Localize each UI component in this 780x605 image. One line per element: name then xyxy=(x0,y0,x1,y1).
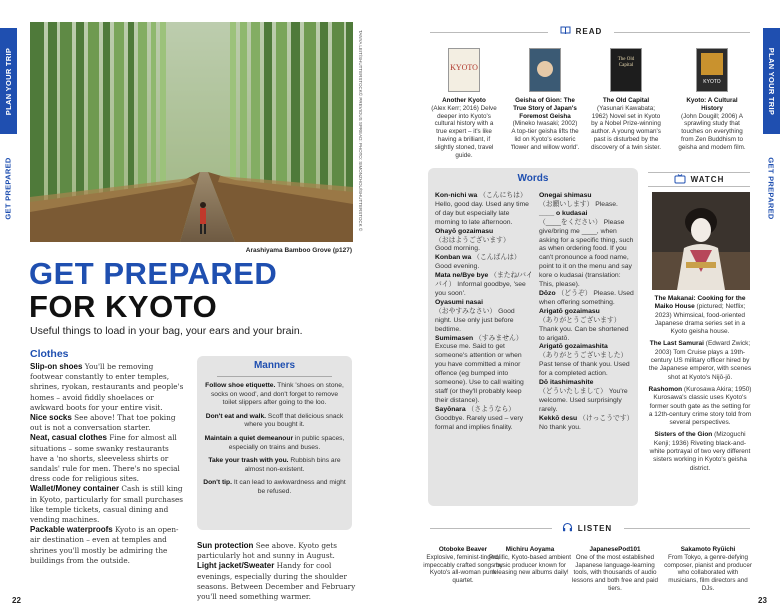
words-heading: Words xyxy=(517,173,549,184)
book-entry: Another Kyoto (Alex Kerr; 2016) Delve deeper into Kyoto's cultural history with a true expert – it's like having a brilliant, if slightly stoned, travel guide. xyxy=(431,97,497,159)
film-entry: Sisters of the Gion (Mizoguchi Kenji; 1936) Riveting black-and-white portrayal of two very different sisters working in Kyoto's geisha district. xyxy=(649,431,751,472)
page-number-right: 23 xyxy=(758,596,767,605)
book-entry: The Old Capital (Yasunari Kawabata; 1962) Novel set in Kyoto by a Nobel Prize-winning author. A young woman's past is disturbed by the discovery of a twin sister. xyxy=(591,97,661,151)
spine-plan-label: PLAN YOUR TRIP xyxy=(4,47,13,115)
manners-item: Take your trash with you. Rubbish bins are almost non-existent. xyxy=(208,457,341,473)
watch-header xyxy=(648,173,750,186)
listen-rule-right xyxy=(624,528,750,529)
page-subtitle: Useful things to load in your bag, your ears and your brain. xyxy=(30,325,303,337)
listen-rule-left xyxy=(430,528,552,529)
words-column-left xyxy=(435,192,533,432)
phrase-entry: Sayōnara （さようなら） Goodbye. Rarely used – very formal and implies finality. xyxy=(435,405,524,431)
manners-heading: Manners xyxy=(253,360,296,371)
manners-divider xyxy=(217,376,332,377)
phrase-entry: Onegai shimasu （お願いします） Please. xyxy=(539,192,618,208)
clothes-list-continued xyxy=(197,541,357,602)
music-entry: JapanesePod101 One of the most established Japanese language-learning tools, with thousands of audio lessons and both free and paid tiers. xyxy=(571,546,659,592)
phrase-entry: Oyasumi nasai （おやすみなさい） Good night. Use only just before bedtime. xyxy=(435,298,515,333)
watch-list xyxy=(648,295,752,477)
manners-item: Don't tip. It can lead to awkwardness and might be refused. xyxy=(203,479,346,495)
makanai-still-photo xyxy=(652,192,750,290)
phrase-entry: Sumimasen （すみません） Excuse me. Said to get someone's attention or when you have committed a minor offence (eg bumped into someone). Use to call waiting staff (or they'll probably keep their distance). xyxy=(435,334,524,404)
film-entry: The Makanai: Cooking for the Maiko House (pictured; Netflix; 2023) Whimsical, food-oriented Japanese drama series set in a Kyoto geisha house. xyxy=(654,295,746,336)
words-column-right xyxy=(539,192,635,432)
clothes-item: Light jacket/Sweater Handy for cool evenings, especially during the shoulder seasons. Between December and February you'll need something warmer. xyxy=(197,561,356,602)
clothes-item: Nice socks See above! That toe poking out is not a conversation starter. xyxy=(30,413,176,433)
read-heading: READ xyxy=(575,27,603,36)
clothes-item: Packable waterproofs Kyoto is an open-air destination – even at temples and shrines you'll mostly be admiring the buildings from the outside. xyxy=(30,525,179,565)
music-entry: Michiru Aoyama Prolific, Kyoto-based ambient music producer known for releasing new albums daily! xyxy=(489,546,571,577)
spine-plan-label: PLAN YOUR TRIP xyxy=(767,47,776,115)
bamboo-grove-photo xyxy=(30,22,353,242)
book-cover-geisha-of-gion xyxy=(529,48,561,92)
phrase-entry: Arigatō gozaimasu （ありがとうございます） Thank you. Can be shortened to arigatō. xyxy=(539,307,629,342)
phrase-entry: Dō itashimashite （どういたしまして） You're welcome. Used surprisingly rarely. xyxy=(539,379,628,413)
words-box xyxy=(428,168,638,506)
clothes-list xyxy=(30,362,186,566)
film-entry: Rashomon (Kurosawa Akira; 1950) Kurosawa's classic uses Kyoto's former south gate as the setting for a 12th-century crime story told from several perspectives. xyxy=(648,385,752,427)
clothes-item: Sun protection See above. Kyoto gets particularly hot and sunny in August. xyxy=(197,541,338,561)
tv-icon xyxy=(674,174,686,186)
watch-rule-bottom xyxy=(648,186,750,187)
phrase-entry: Dōzo （どうぞ） Please. Used when offering something. xyxy=(539,289,634,306)
listen-header xyxy=(552,522,622,534)
clothes-item: Neat, casual clothes Fine for almost all situations – some swanky restaurants have a 'no shorts, sleeveless shirts or sandals' rule for men. There's no special dress code for religious sites. xyxy=(30,433,180,484)
music-entry: Sakamoto Ryūichi From Tokyo, a genre-defying composer, pianist and producer who collaborated with musicians, film directors and DJs. xyxy=(664,546,752,592)
phrase-entry: Kekkō desu （けっこうです） No thank you. xyxy=(539,414,634,431)
page-number-left: 22 xyxy=(12,596,21,605)
phrase-entry: Konban wa （こんばんは） Good evening. xyxy=(435,254,521,271)
left-spine-tab xyxy=(0,28,17,228)
read-header xyxy=(550,26,612,37)
page-title-line2: FOR KYOTO xyxy=(29,289,218,324)
clothes-item: Slip-on shoes You'll be removing footwear constantly to enter temples, shrines, ryokan, restaurants and people's homes – avoid fiddly shoelaces or awkward boots for your entire visit. xyxy=(30,362,184,412)
phrase-entry: Kon-nichi wa （こんにちは） Hello, good day. Used any time of day but especially late morning to late afternoon. xyxy=(435,192,529,226)
book-entry: Kyoto: A Cultural History (John Dougill; 2006) A sprawling study that touches on everything from Zen Buddhism to geisha and modern film. xyxy=(678,97,746,151)
manners-item: Maintain a quiet demeanour in public spaces, especially on trains and buses. xyxy=(204,434,345,451)
photo-caption: Arashiyama Bamboo Grove (p127) xyxy=(245,247,352,254)
film-entry: The Last Samurai (Edward Zwick; 2003) Tom Cruise plays a 19th-century US military officer hired by the Japanese emperor, with scenes shot at Kyoto's Nijō-jō. xyxy=(648,340,752,381)
phrase-entry: Ohayō gozaimasu （おはようございます） Good morning. xyxy=(435,227,510,253)
book-entry: Geisha of Gion: The True Story of Japan's Foremost Geisha (Mineko Iwasaki; 2002) A top-tier geisha lifts the lid on Kyoto's esoteric 'flower and willow world'. xyxy=(510,97,580,151)
spine-section-label: GET PREPARED xyxy=(767,156,777,220)
book-cover-kyoto-cultural-history: KYOTO xyxy=(696,48,728,92)
read-rule-right xyxy=(614,32,750,33)
music-entry: Otoboke Beaver Explosive, feminist-tinged, impeccably crafted songs by Kyoto's all-woman punk quartet. xyxy=(423,546,503,585)
manners-item: Follow shoe etiquette. Think 'shoes on stone, socks on wood', and don't forget to remove toilet slippers after going to the loo. xyxy=(205,382,344,407)
manners-item: Don't eat and walk. Scoff that delicious snack where you bought it. xyxy=(205,412,344,429)
photo-credit: TANYA LEIT/SHUTTERSTOCK© PREVIOUS SPREAD: PHOTO: SIMONZHOU/SHUTTERSTOCK © xyxy=(358,30,363,232)
book-cover-the-old-capital: The Old Capital xyxy=(610,48,642,92)
manners-box xyxy=(197,356,352,530)
phrase-entry: Arigatō gozaimashita （ありがとうございました） Past tense of thank you. Used for a completed action. xyxy=(539,343,630,378)
phrase-entry: ____ o kudasai （____をください） Please give/bring me ____, when asking for a specific thing, such as when ordering food. If you can't pronounce a food name, point to it on the menu and say kore o kudasai (translation: This, please). xyxy=(539,209,634,289)
clothes-heading: Clothes xyxy=(30,348,69,360)
clothes-item: Wallet/Money container Cash is still king in Kyoto, particularly for small purchases like temple tickets, casual dining and vending machines. xyxy=(30,484,184,525)
book-icon xyxy=(560,26,571,37)
page-title-line1: GET PREPARED xyxy=(29,256,278,291)
watch-heading: WATCH xyxy=(690,175,725,184)
listen-heading: LISTEN xyxy=(577,523,613,533)
headphones-icon xyxy=(562,522,573,534)
book-cover-another-kyoto: KYOTO xyxy=(448,48,480,92)
right-spine-tab xyxy=(763,28,780,228)
read-rule-left xyxy=(430,32,548,33)
phrase-entry: Mata ne/Bye bye （またね/バイバイ） Informal goodbye, 'see you soon'. xyxy=(435,272,533,297)
spine-section-label: GET PREPARED xyxy=(4,156,14,220)
